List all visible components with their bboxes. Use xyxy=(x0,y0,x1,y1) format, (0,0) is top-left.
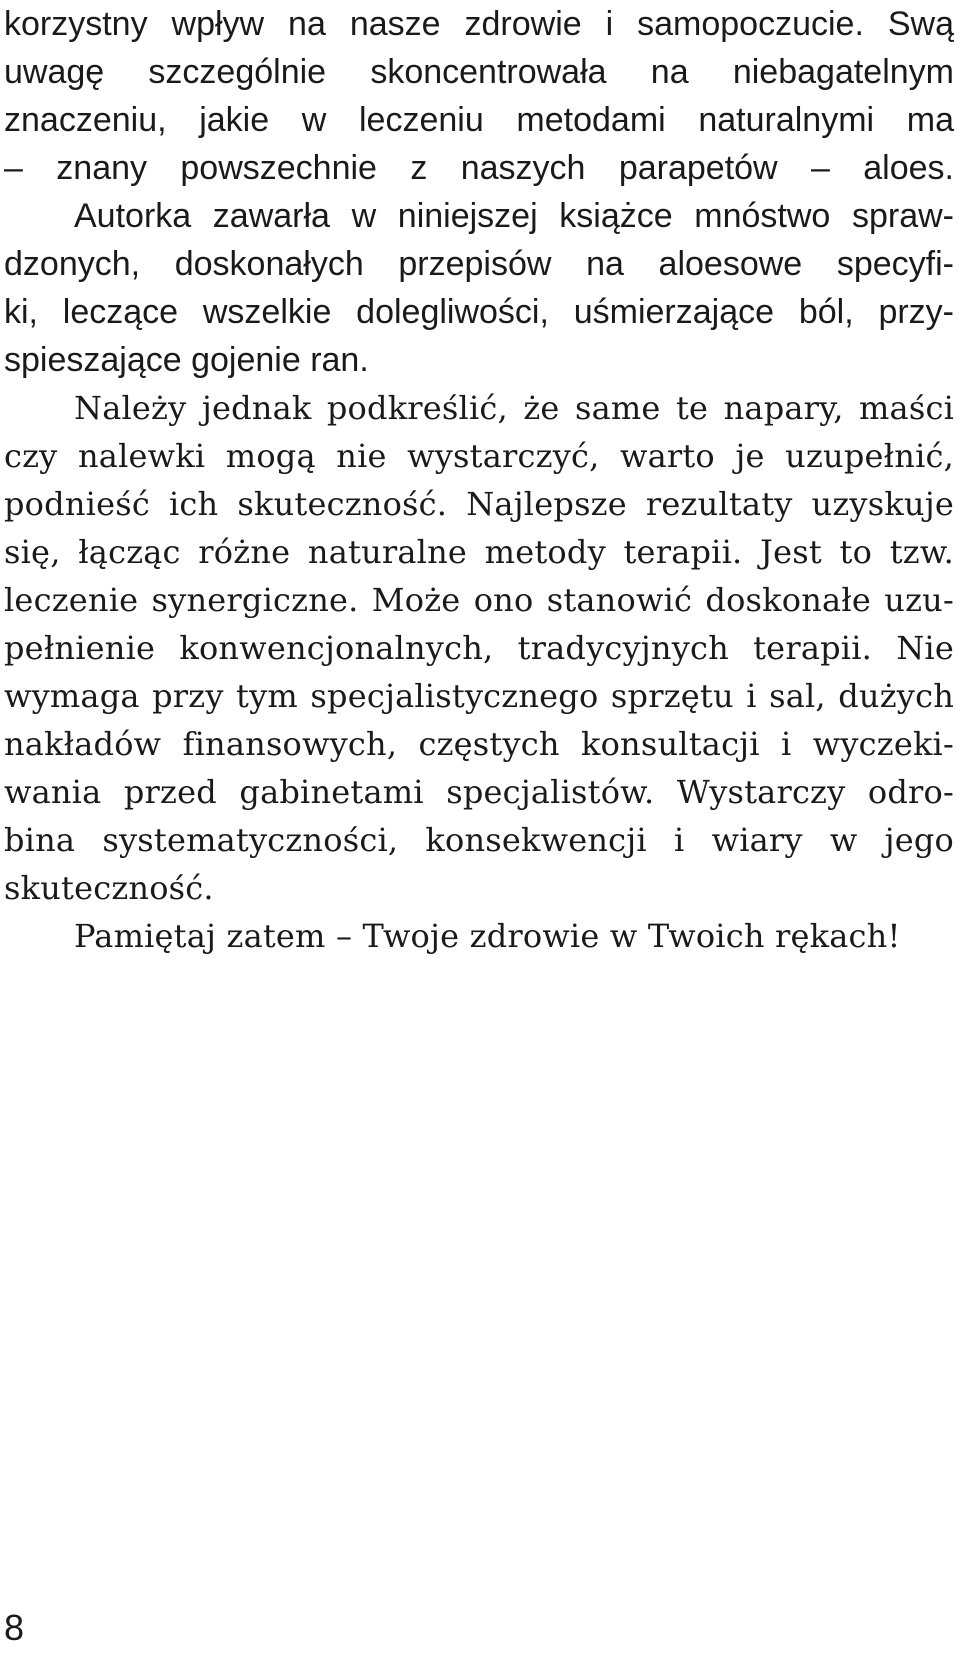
paragraph-2 xyxy=(4,192,954,384)
text-line: skuteczność. xyxy=(4,869,214,907)
page-number: 8 xyxy=(4,1607,25,1648)
text-line: leczenie synergiczne. Może ono stanowić doskonałe uzu- xyxy=(4,581,954,619)
text-line: znaczeniu, jakie w leczeniu metodami naturalnymi ma xyxy=(4,101,954,139)
text-line: korzystny wpływ na nasze zdrowie i samopoczucie. Swą xyxy=(4,5,954,43)
text-line: ki, leczące wszelkie dolegliwości, uśmierzające ból, przy- xyxy=(4,293,954,331)
text-line: się, łącząc różne naturalne metody terapii. Jest to tzw. xyxy=(4,533,954,571)
paragraph-1 xyxy=(4,0,954,192)
text-line: podnieść ich skuteczność. Najlepsze rezultaty uzyskuje xyxy=(4,485,954,523)
text-line: czy nalewki mogą nie wystarczyć, warto je uzupełnić, xyxy=(4,437,954,475)
text-line: pełnienie konwencjonalnych, tradycyjnych terapii. Nie xyxy=(4,629,954,667)
body-text xyxy=(4,0,954,960)
text-line: Autorka zawarła w niniejszej książce mnóstwo spraw- xyxy=(74,197,954,235)
text-line: – znany powszechnie z naszych parapetów – aloes. xyxy=(4,149,954,187)
paragraph-3 xyxy=(4,384,954,912)
text-line: uwagę szczególnie skoncentrowała na niebagatelnym xyxy=(4,53,954,91)
text-line: dzonych, doskonałych przepisów na aloesowe specyfi- xyxy=(4,245,954,283)
text-line: wania przed gabinetami specjalistów. Wystarczy odro- xyxy=(4,773,954,811)
text-line: Należy jednak podkreślić, że same te napary, maści xyxy=(74,389,954,427)
text-line: Pamiętaj zatem – Twoje zdrowie w Twoich rękach! xyxy=(74,917,901,955)
text-line: nakładów finansowych, częstych konsultacji i wyczeki- xyxy=(4,725,954,763)
text-line: bina systematyczności, konsekwencji i wiary w jego xyxy=(4,821,954,859)
text-line: spieszające gojenie ran. xyxy=(4,341,369,379)
paragraph-4 xyxy=(4,912,954,960)
text-line: wymaga przy tym specjalistycznego sprzętu i sal, dużych xyxy=(4,677,954,715)
